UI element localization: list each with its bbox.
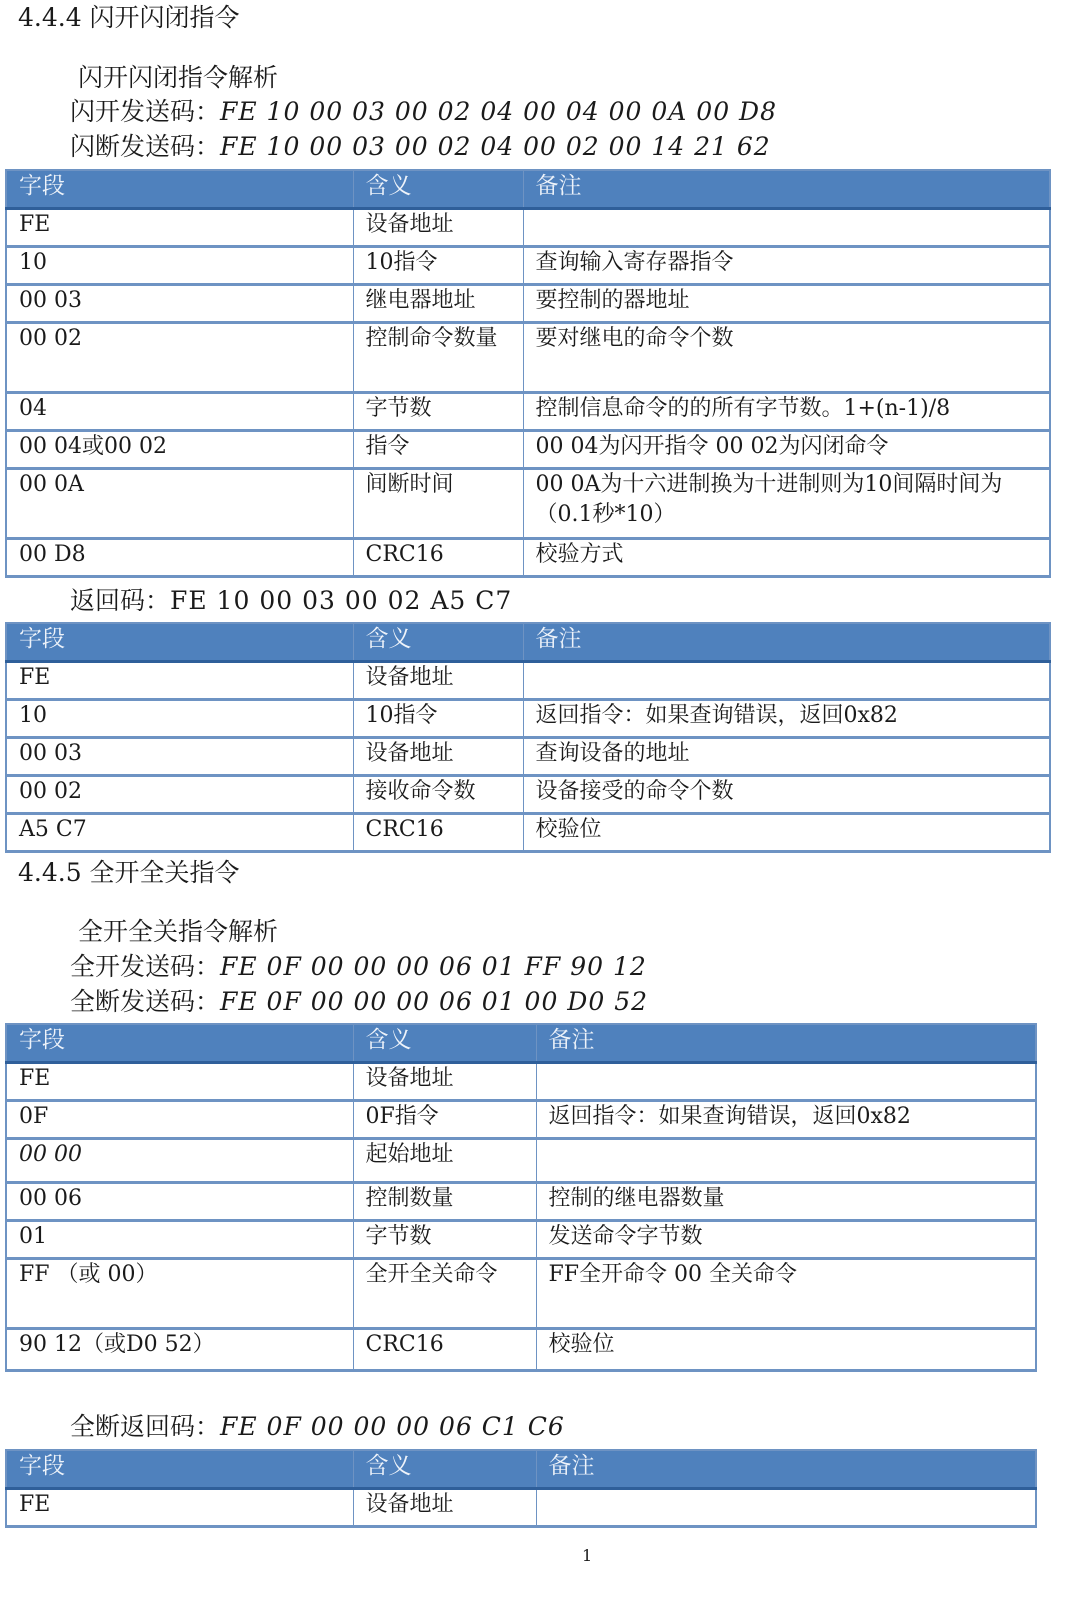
cell-remark: 校验位 — [523, 813, 1050, 851]
cell-meaning: 全开全关命令 — [353, 1258, 536, 1328]
all-open-code: FE 0F 00 00 00 06 01 FF 90 12 — [220, 952, 647, 981]
header-meaning: 含义 — [353, 1450, 536, 1488]
table-header-row — [6, 623, 1050, 661]
cell-field: 0F — [6, 1100, 353, 1138]
cell-field: FE — [6, 661, 353, 699]
all-close-return-code-line — [70, 1411, 565, 1443]
cell-field: 90 12（或D0 52） — [6, 1328, 353, 1370]
table-row — [6, 1062, 1036, 1100]
cell-remark — [523, 661, 1050, 699]
cell-meaning: CRC16 — [353, 1328, 536, 1370]
all-close-code-line — [70, 986, 648, 1018]
cell-field: FE — [6, 1488, 353, 1526]
table-row — [6, 1258, 1036, 1328]
cell-meaning: 设备地址 — [353, 208, 523, 246]
cell-remark — [536, 1138, 1036, 1182]
flash-return-code-line — [70, 585, 512, 617]
table-row — [6, 538, 1050, 576]
all-close-code: FE 0F 00 00 00 06 01 00 D0 52 — [220, 987, 649, 1016]
cell-meaning: 接收命令数 — [353, 775, 523, 813]
cell-meaning: 起始地址 — [353, 1138, 536, 1182]
cell-remark: 返回指令：如果查询错误，返回0x82 — [523, 699, 1050, 737]
all-close-return-code: FE 0F 00 00 00 06 C1 C6 — [220, 1412, 565, 1441]
cell-field: 00 00 — [6, 1138, 353, 1182]
section-heading-4-4-4: 4.4.4 闪开闪闭指令 — [18, 3, 240, 32]
cell-meaning: 控制数量 — [353, 1182, 536, 1220]
header-remark: 备注 — [536, 1450, 1036, 1488]
cell-field: 10 — [6, 699, 353, 737]
cell-remark: 查询输入寄存器指令 — [523, 246, 1050, 284]
table-flash-return — [5, 622, 1051, 853]
flash-close-code-line — [70, 131, 771, 163]
cell-field: 01 — [6, 1220, 353, 1258]
table-row — [6, 1220, 1036, 1258]
cell-remark: 00 04为闪开指令 00 02为闪闭命令 — [523, 430, 1050, 468]
subheading-flash: 闪开闪闭指令解析 — [78, 63, 279, 92]
cell-remark: 要控制的器地址 — [523, 284, 1050, 322]
cell-meaning: 字节数 — [353, 1220, 536, 1258]
cell-remark: 设备接受的命令个数 — [523, 775, 1050, 813]
table-flash-send — [5, 169, 1051, 578]
cell-remark: 校验方式 — [523, 538, 1050, 576]
table-row — [6, 1100, 1036, 1138]
table-row — [6, 661, 1050, 699]
cell-meaning: 指令 — [353, 430, 523, 468]
cell-meaning: CRC16 — [353, 813, 523, 851]
table-row — [6, 775, 1050, 813]
table-row — [6, 1138, 1036, 1182]
table-row — [6, 1488, 1036, 1526]
all-open-code-line — [70, 951, 647, 983]
cell-remark: 返回指令：如果查询错误，返回0x82 — [536, 1100, 1036, 1138]
table-all-close-return — [5, 1449, 1037, 1528]
table-header-row — [6, 1024, 1036, 1062]
cell-field: 00 03 — [6, 284, 353, 322]
cell-remark: 控制的继电器数量 — [536, 1182, 1036, 1220]
table-row — [6, 430, 1050, 468]
cell-remark: 发送命令字节数 — [536, 1220, 1036, 1258]
cell-field: 00 03 — [6, 737, 353, 775]
cell-meaning: 设备地址 — [353, 1062, 536, 1100]
cell-remark: 查询设备的地址 — [523, 737, 1050, 775]
cell-meaning: 设备地址 — [353, 661, 523, 699]
table-row — [6, 392, 1050, 430]
cell-field: 10 — [6, 246, 353, 284]
table-row — [6, 322, 1050, 392]
cell-meaning: 间断时间 — [353, 468, 523, 538]
table-header-row — [6, 170, 1050, 208]
table-all-send — [5, 1023, 1037, 1372]
cell-meaning: CRC16 — [353, 538, 523, 576]
table-row — [6, 1328, 1036, 1370]
flash-open-code-line — [70, 96, 777, 128]
cell-meaning: 10指令 — [353, 246, 523, 284]
header-field: 字段 — [6, 170, 353, 208]
header-field: 字段 — [6, 1024, 353, 1062]
cell-meaning: 字节数 — [353, 392, 523, 430]
cell-remark — [536, 1488, 1036, 1526]
cell-field: 04 — [6, 392, 353, 430]
table-row — [6, 284, 1050, 322]
header-remark: 备注 — [523, 170, 1050, 208]
cell-remark: 校验位 — [536, 1328, 1036, 1370]
all-close-return-label: 全断返回码： — [70, 1412, 221, 1441]
page-number: 1 — [582, 1546, 593, 1565]
header-meaning: 含义 — [353, 1024, 536, 1062]
flash-open-code: FE 10 00 03 00 02 04 00 04 00 0A 00 D8 — [220, 97, 777, 126]
cell-field: 00 02 — [6, 322, 353, 392]
section-heading-4-4-5: 4.4.5 全开全关指令 — [18, 858, 240, 887]
all-close-label: 全断发送码： — [70, 987, 221, 1016]
cell-remark — [523, 208, 1050, 246]
header-meaning: 含义 — [353, 623, 523, 661]
cell-field: FF （或 00） — [6, 1258, 353, 1328]
cell-remark: 控制信息命令的的所有字节数。1+(n-1)/8 — [523, 392, 1050, 430]
flash-return-label: 返回码： — [70, 586, 171, 615]
header-remark: 备注 — [536, 1024, 1036, 1062]
flash-close-code: FE 10 00 03 00 02 04 00 02 00 14 21 62 — [220, 132, 771, 161]
cell-meaning: 10指令 — [353, 699, 523, 737]
table-row — [6, 813, 1050, 851]
table-row — [6, 208, 1050, 246]
cell-field: A5 C7 — [6, 813, 353, 851]
cell-field: 00 D8 — [6, 538, 353, 576]
cell-meaning: 0F指令 — [353, 1100, 536, 1138]
header-field: 字段 — [6, 623, 353, 661]
cell-field: 00 0A — [6, 468, 353, 538]
table-row — [6, 737, 1050, 775]
cell-remark: 要对继电的命令个数 — [523, 322, 1050, 392]
table-header-row — [6, 1450, 1036, 1488]
cell-field: FE — [6, 1062, 353, 1100]
cell-remark: FF全开命令 00 全关命令 — [536, 1258, 1036, 1328]
cell-remark: 00 0A为十六进制换为十进制则为10间隔时间为（0.1秒*10） — [523, 468, 1050, 538]
cell-meaning: 继电器地址 — [353, 284, 523, 322]
header-meaning: 含义 — [353, 170, 523, 208]
flash-return-code: FE 10 00 03 00 02 A5 C7 — [170, 586, 513, 615]
header-remark: 备注 — [523, 623, 1050, 661]
cell-meaning: 设备地址 — [353, 737, 523, 775]
table-row — [6, 1182, 1036, 1220]
header-field: 字段 — [6, 1450, 353, 1488]
cell-field: 00 02 — [6, 775, 353, 813]
cell-field: 00 06 — [6, 1182, 353, 1220]
cell-field: FE — [6, 208, 353, 246]
cell-remark — [536, 1062, 1036, 1100]
cell-meaning: 设备地址 — [353, 1488, 536, 1526]
table-row — [6, 699, 1050, 737]
flash-close-label: 闪断发送码： — [70, 132, 221, 161]
cell-meaning: 控制命令数量 — [353, 322, 523, 392]
table-row — [6, 468, 1050, 538]
subheading-all: 全开全关指令解析 — [78, 917, 279, 946]
table-row — [6, 246, 1050, 284]
all-open-label: 全开发送码： — [70, 952, 221, 981]
flash-open-label: 闪开发送码： — [70, 97, 221, 126]
cell-field: 00 04或00 02 — [6, 430, 353, 468]
